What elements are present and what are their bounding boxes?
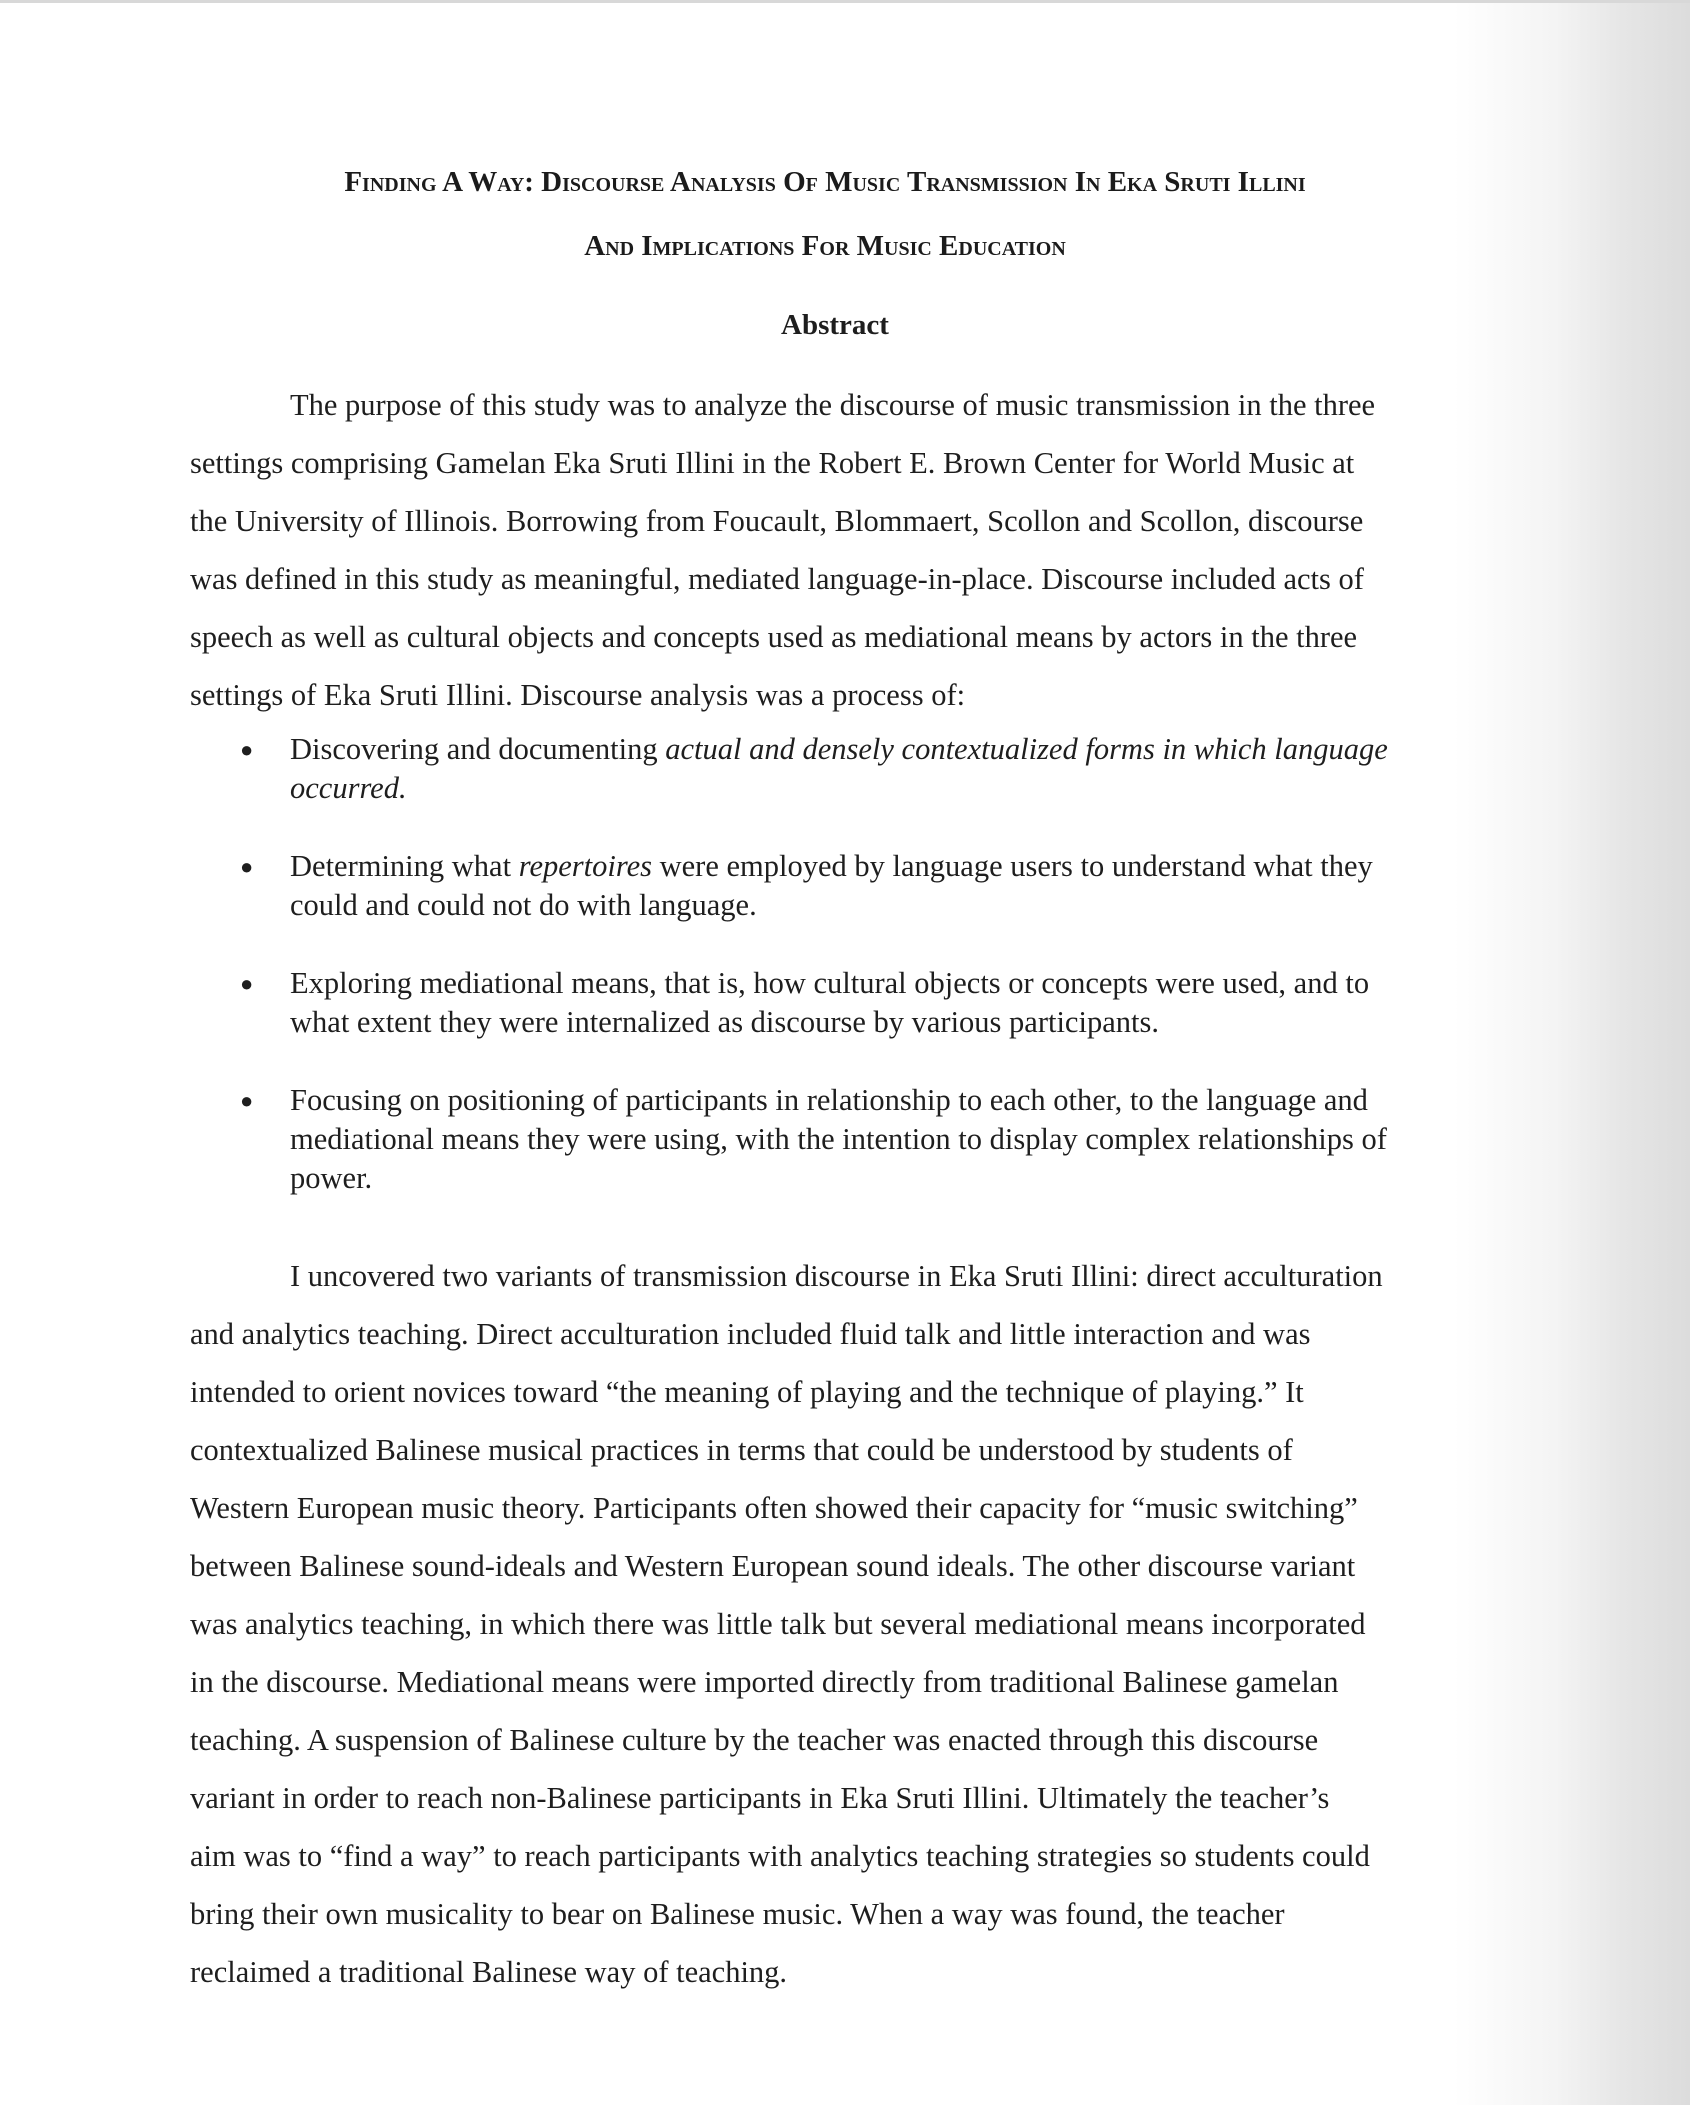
- paragraph-line: was analytics teaching, in which there was little talk but several mediational means incorporated: [190, 1607, 1366, 1641]
- bullet-line: Focusing on positioning of participants in relationship to each other, to the language and: [290, 1083, 1368, 1117]
- paragraph-line: intended to orient novices toward “the meaning of playing and the technique of playing.” It: [190, 1375, 1304, 1409]
- paragraph-line: settings of Eka Sruti Illini. Discourse analysis was a process of:: [190, 678, 966, 712]
- paragraph-line: teaching. A suspension of Balinese culture by the teacher was enacted through this discourse: [190, 1723, 1319, 1757]
- abstract-paragraph-1: [190, 376, 1490, 724]
- bullet-item: [240, 730, 1500, 808]
- bullet-line: [290, 847, 1500, 886]
- bullet-text: were employed by language users to understand what they: [651, 849, 1373, 883]
- scan-top-edge: [0, 0, 1690, 3]
- bullet-item: [240, 1081, 1500, 1198]
- bullet-italic-text: actual and densely contextualized forms in which language: [665, 732, 1388, 766]
- bullet-dot: ●: [240, 971, 254, 996]
- bullet-line: what extent they were internalized as discourse by various participants.: [290, 1005, 1159, 1039]
- paragraph-line: and analytics teaching. Direct acculturation included fluid talk and little interaction and was: [190, 1317, 1311, 1351]
- paragraph-line: settings comprising Gamelan Eka Sruti Illini in the Robert E. Brown Center for World Music at: [190, 446, 1355, 480]
- paragraph-line: reclaimed a traditional Balinese way of teaching.: [190, 1955, 788, 1989]
- abstract-paragraph-2: [190, 1247, 1490, 2001]
- title-line-2: And Implications For Music Education: [584, 230, 1066, 262]
- paragraph-line: between Balinese sound-ideals and Western European sound ideals. The other discourse variant: [190, 1549, 1356, 1583]
- paragraph-line: I uncovered two variants of transmission discourse in Eka Sruti Illini: direct acculturation: [290, 1259, 1383, 1293]
- title-line-1: Finding A Way: Discourse Analysis Of Music Transmission In Eka Sruti Illini: [344, 166, 1306, 198]
- bullet-dot: ●: [240, 854, 254, 879]
- bullet-line: [290, 769, 1500, 808]
- paragraph-line: bring their own musicality to bear on Balinese music. When a way was found, the teacher: [190, 1897, 1285, 1931]
- paragraph-line: was defined in this study as meaningful, mediated language-in-place. Discourse included acts of: [190, 562, 1364, 596]
- bullet-italic-text: occurred.: [290, 771, 407, 805]
- process-bullet-list: [240, 730, 1500, 1237]
- bullet-line: Exploring mediational means, that is, how cultural objects or concepts were used, and to: [290, 966, 1370, 1000]
- bullet-line: mediational means they were using, with the intention to display complex relationships of: [290, 1122, 1387, 1156]
- paragraph-line: aim was to “find a way” to reach participants with analytics teaching strategies so students could: [190, 1839, 1370, 1873]
- bullet-line: could and could not do with language.: [290, 888, 757, 922]
- bullet-line: [290, 730, 1500, 769]
- paragraph-line: in the discourse. Mediational means were imported directly from traditional Balinese gamelan: [190, 1665, 1339, 1699]
- document-title: [150, 150, 1500, 278]
- bullet-italic-text: repertoires: [518, 849, 652, 883]
- bullet-dot: ●: [240, 1088, 254, 1113]
- bullet-item: [240, 964, 1500, 1042]
- paragraph-line: Western European music theory. Participants often showed their capacity for “music switching”: [190, 1491, 1358, 1525]
- bullet-line: power.: [290, 1161, 373, 1195]
- paragraph-line: The purpose of this study was to analyze the discourse of music transmission in the three: [290, 388, 1376, 422]
- bullet-dot: ●: [240, 737, 254, 762]
- bullet-text: Discovering and documenting: [290, 732, 666, 766]
- paragraph-line: the University of Illinois. Borrowing from Foucault, Blommaert, Scollon and Scollon, discourse: [190, 504, 1364, 538]
- bullet-text: Determining what: [290, 849, 519, 883]
- abstract-heading: Abstract: [781, 309, 889, 341]
- bullet-item: [240, 847, 1500, 925]
- paragraph-line: contextualized Balinese musical practices in terms that could be understood by students of: [190, 1433, 1293, 1467]
- paragraph-line: variant in order to reach non-Balinese participants in Eka Sruti Illini. Ultimately the teacher’s: [190, 1781, 1330, 1815]
- paragraph-line: speech as well as cultural objects and concepts used as mediational means by actors in the three: [190, 620, 1358, 654]
